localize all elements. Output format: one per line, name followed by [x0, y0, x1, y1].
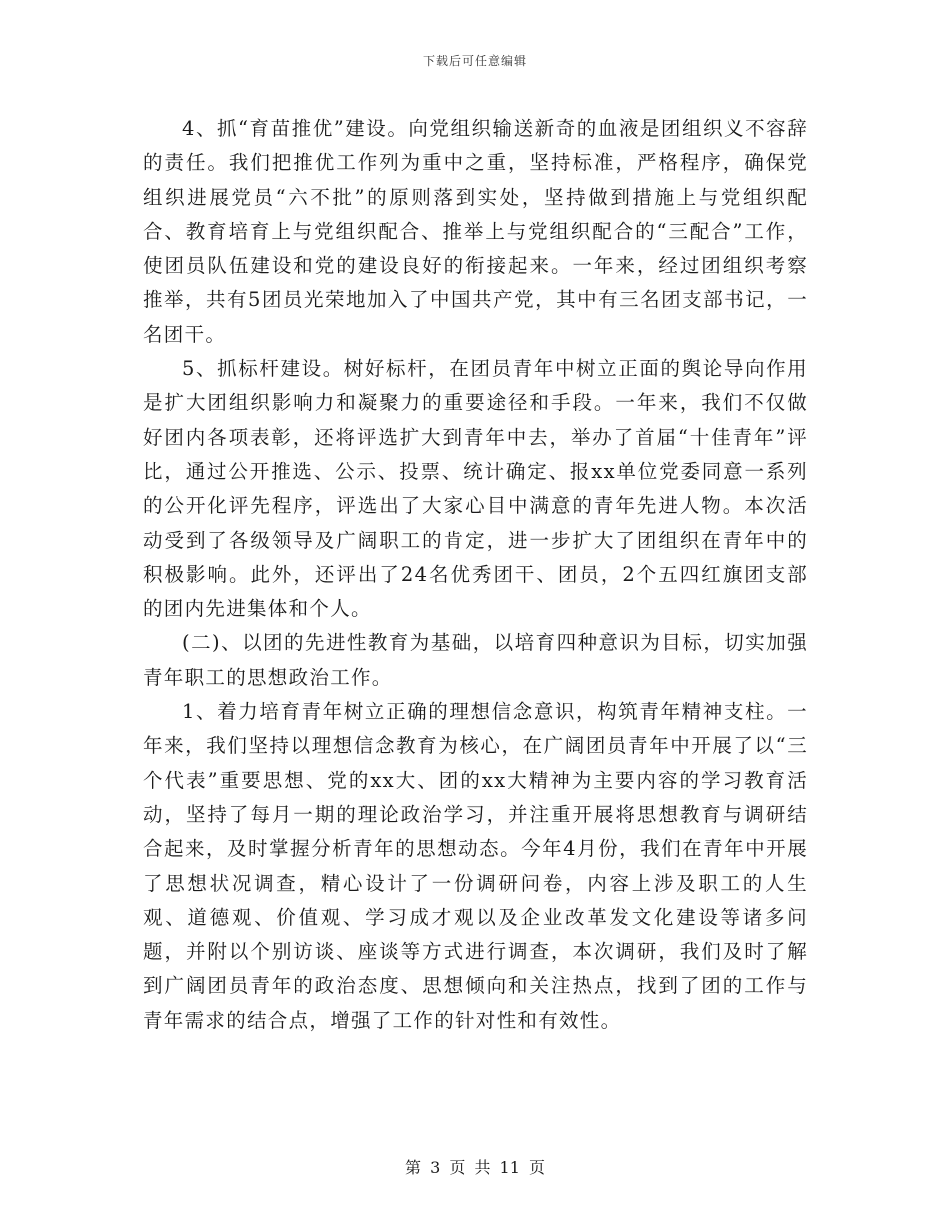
page-header-note: 下载后可任意编辑	[422, 54, 527, 68]
document-body	[143, 112, 808, 1038]
paragraph-item-1: 1、着力培育青年树立正确的理想信念意识，构筑青年精神支柱。一年来，我们坚持以理想信念教育为核心，在广阔团员青年中开展了以“三个代表”重要思想、党的xx大、团的xx大精神为主要内容的学习教育活动，坚持了每月一期的理论政治学习，并注重开展将思想教育与调研结合起来，及时掌握分析青年的思想动态。今年4月份，我们在青年中开展了思想状况调查，精心设计了一份调研问卷，内容上涉及职工的人生观、道德观、价值观、学习成才观以及企业改革发文化建设等诸多问题，并附以个别访谈、座谈等方式进行调查，本次调研，我们及时了解到广阔团员青年的政治态度、思想倾向和关注热点，找到了团的工作与青年需求的结合点，增强了工作的针对性和有效性。	[143, 700, 808, 1032]
section-heading-2: (二)、以团的先进性教育为基础，以培育四种意识为目标，切实加强青年职工的思想政治工作。	[143, 631, 808, 689]
paragraph-item-5: 5、抓标杆建设。树好标杆，在团员青年中树立正面的舆论导向作用是扩大团组织影响力和凝聚力的重要途径和手段。一年来，我们不仅做好团内各项表彰，还将评选扩大到青年中去，举办了首届“十佳青年”评比，通过公开推选、公示、投票、统计确定、报xx单位党委同意一系列的公开化评先程序，评选出了大家心目中满意的青年先进人物。本次活动受到了各级领导及广阔职工的肯定，进一步扩大了团组织在青年中的积极影响。此外，还评出了24名优秀团干、团员，2个五四红旗团支部的团内先进集体和个人。	[143, 357, 808, 621]
paragraph-item-4: 4、抓“育苗推优”建设。向党组织输送新奇的血液是团组织义不容辞的责任。我们把推优工作列为重中之重，坚持标准，严格程序，确保党组织进展党员“六不批”的原则落到实处，坚持做到措施上与党组织配合、教育培育上与党组织配合、推举上与党组织配合的“三配合”工作，使团员队伍建设和党的建设良好的衔接起来。一年来，经过团组织考察推举，共有5团员光荣地加入了中国共产党，其中有三名团支部书记，一名团干。	[143, 117, 808, 346]
page-number: 第 3 页 共 11 页	[405, 1158, 545, 1177]
